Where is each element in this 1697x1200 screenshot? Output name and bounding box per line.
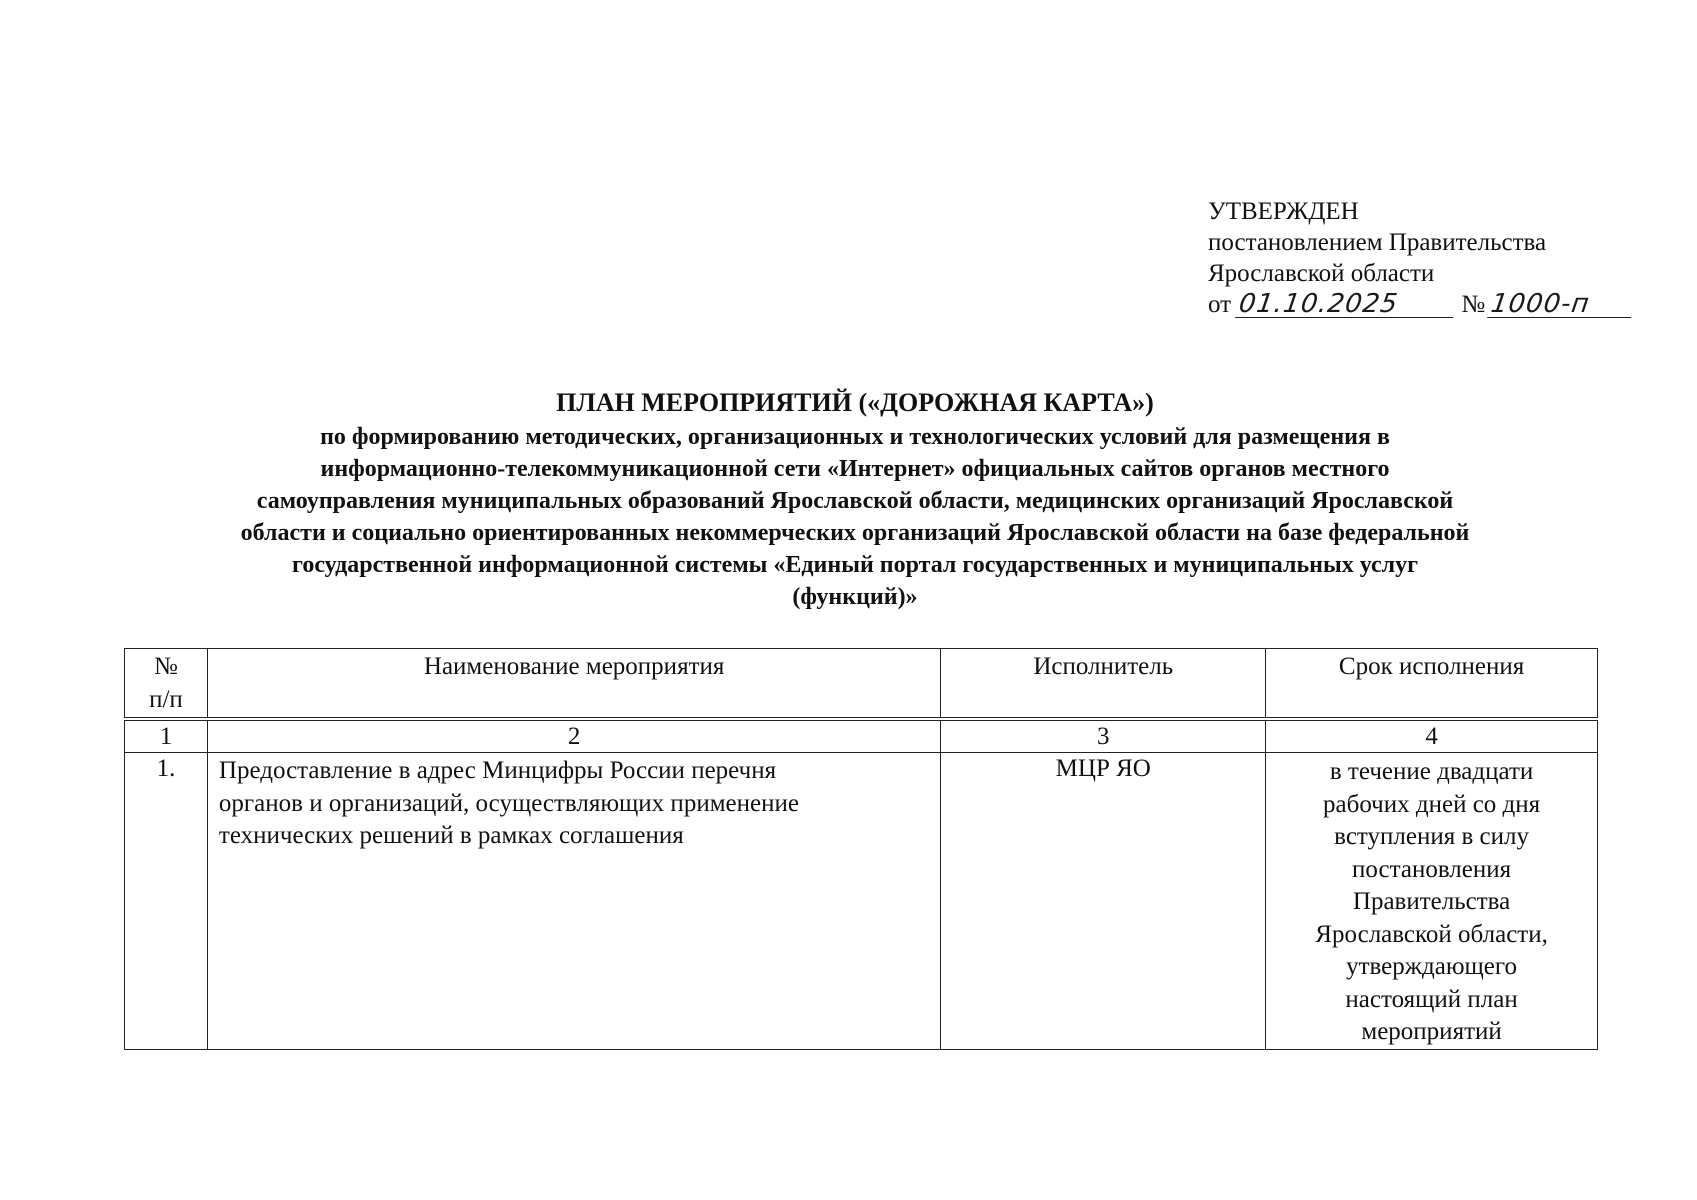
header-num-pp: п/п xyxy=(149,685,183,713)
table-header-row xyxy=(125,649,1598,720)
row-number: 1. xyxy=(125,753,208,1050)
header-name: Наименование мероприятия xyxy=(207,649,940,720)
approval-line-2: Ярославской области xyxy=(1208,260,1435,287)
column-number: 4 xyxy=(1266,719,1598,753)
approval-line-1: постановлением Правительства xyxy=(1208,229,1547,256)
deadline-line: в течение двадцати xyxy=(1329,758,1534,785)
header-num-sign: № xyxy=(154,653,178,680)
events-table xyxy=(124,648,1598,1050)
event-name-line: технических решений в рамках соглашения xyxy=(218,822,684,849)
column-number-row xyxy=(125,719,1598,753)
header-deadline: Срок исполнения xyxy=(1266,649,1598,720)
number-sign: № xyxy=(1461,291,1486,318)
deadline-line: мероприятий xyxy=(1361,1018,1502,1045)
approval-block xyxy=(1208,196,1633,320)
deadline-line: настоящий план xyxy=(1345,985,1518,1013)
event-executor: МЦР ЯО xyxy=(941,753,1266,1050)
document-title xyxy=(120,387,1590,613)
date-prefix: от xyxy=(1208,291,1232,318)
column-number: 2 xyxy=(207,719,940,753)
title-line-2: информационно-телекоммуникационной сети «Интернет» официальных сайтов органов местного xyxy=(320,456,1390,482)
column-number: 1 xyxy=(125,719,208,753)
deadline-line: Правительства xyxy=(1352,888,1511,915)
title-line-5: государственной информационной системы «Единый портал государственных и муниципальных услуг xyxy=(292,552,1418,578)
deadline-line: рабочих дней со дня xyxy=(1323,790,1541,818)
event-name xyxy=(207,753,940,1050)
column-number: 3 xyxy=(941,719,1266,753)
deadline-line: утверждающего xyxy=(1346,953,1518,980)
header-num xyxy=(125,649,208,720)
handwritten-date: 01.10.2025 xyxy=(1235,291,1457,318)
header-executor: Исполнитель xyxy=(941,649,1266,720)
title-line-1: по формированию методических, организационных и технологических условий для размещения в xyxy=(320,424,1390,450)
table-row xyxy=(125,753,1598,1050)
title-line-3: самоуправления муниципальных образований Ярославской области, медицинских организаций Ярославской xyxy=(256,488,1454,514)
deadline-line: Ярославской области, xyxy=(1315,920,1548,948)
title-main: ПЛАН МЕРОПРИЯТИЙ («ДОРОЖНАЯ КАРТА») xyxy=(556,388,1154,417)
deadline-line: постановления xyxy=(1352,855,1512,883)
event-name-line: органов и организаций, осуществляющих применение xyxy=(218,789,799,817)
deadline-line: вступления в силу xyxy=(1334,823,1529,850)
event-deadline xyxy=(1266,753,1598,1050)
title-line-4: области и социально ориентированных некоммерческих организаций Ярославской области на базе федеральной xyxy=(240,520,1470,546)
title-line-6: (функций)» xyxy=(792,584,918,610)
title-subtitle xyxy=(120,421,1590,613)
approval-date-line xyxy=(1208,289,1633,320)
event-name-line: Предоставление в адрес Минцифры России перечня xyxy=(218,757,777,784)
approval-heading: УТВЕРЖДЕН xyxy=(1208,198,1359,225)
handwritten-number: 1000-п xyxy=(1487,291,1635,318)
